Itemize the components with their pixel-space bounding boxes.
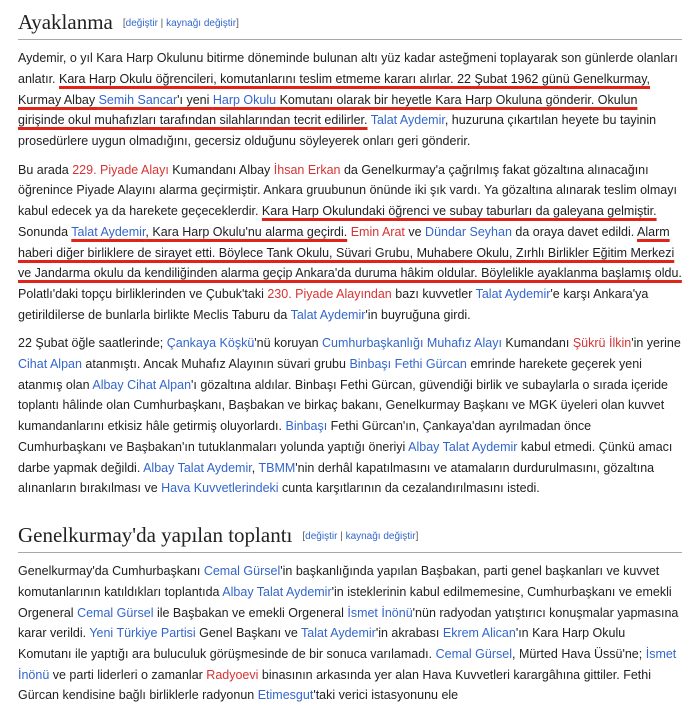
section-heading [18,0,682,40]
link-albay-talat-aydemir[interactable]: Albay Talat Aydemir [222,584,332,599]
highlighted-text: Talat Aydemir, Kara Harp Okulu'nu alarma geçirdi. [71,224,348,239]
link-etimesgut[interactable]: Etimesgut [257,688,314,703]
link-dundar-seyhan[interactable]: Dündar Seyhan [425,224,512,239]
paragraph: Genelkurmay'da Cumhurbaşkanı Cemal Gürsel'in başkanlığında yapılan Başbakan, parti genel başkanları ve kuvvet komutanlarının katıldıkları toplantıda Albay Talat Aydemir'in isteklerinin kabul edilmemesine, Cumhurbaşkanı ve emekli Orgeneral Cemal Gürsel ile Başbakan ve emekli Orgeneral İsmet İnönü'nün radyodan yatıştırıcı konuşmalar yapmasına karar verildi. Yeni Türkiye Partisi Genel Başkanı ve Talat Aydemir'in akrabası Ekrem Alican'ın Kara Harp Okulu Komutanı ile yaptığı ara buluculuk görüşmesinde de bir sonuca varılamadı. Cemal Gürsel, Mürted Hava Üssü'ne; İsmet İnönü ve parti liderleri o zamanlar Radyoevi binasının arkasında yer alan Hava Kuvvetleri karargâhına gittiler. Fethi Gürcan kendisine bağlı birliklerle radyonun Etimesgut'taki verici istasyonunu ele [18,564,679,703]
link-cemal-gursel[interactable]: Cemal Gürsel [77,605,154,620]
link-talat-aydemir[interactable]: Talat Aydemir [301,626,376,641]
section-genelkurmay-toplanti [18,513,682,706]
link-emin-arat[interactable]: Emin Arat [350,224,405,239]
link-talat-aydemir[interactable]: Talat Aydemir [71,224,146,239]
link-tbmm[interactable]: TBMM [258,460,296,475]
edit-source-link[interactable]: kaynağı değiştir [166,18,237,30]
link-ihsan-erkan[interactable]: İhsan Erkan [273,162,341,177]
link-229-piyade-alayi[interactable]: 229. Piyade Alayı [72,162,169,177]
link-talat-aydemir[interactable]: Talat Aydemir [290,307,366,322]
paragraph: 22 Şubat öğle saatlerinde; Çankaya Köşkü'nü koruyan Cumhurbaşkanlığı Muhafız Alayı Kumandanı Şükrü İlkin'in yerine Cihat Alpan atanmıştı. Ancak Muhafız Alayının süvari grubu Binbaşı Fethi Gürcan emrinde harekete geçerek yeni atanmış olan Albay Cihat Alpan'ı gözaltına aldılar. Binbaşı Fethi Gürcan, güvendiği birlik ve subaylarla o sırada içeride toplantı hâlinde olan Cumhurbaşkanı, Başbakan ve birkaç bakanı, Genelkurmay Başkanı ve MGK üyeleri olan kuvvet kumandanlarını etkisiz hâle getirmiş oluyorlardı. Binbaşı Fethi Gürcan'ın, Çankaya'dan ayrılmadan önce Cumhurbaşkanı ve Başbakan'ın tutuklanmaları yolunda yaptığı öneriyi Albay Talat Aydemir kabul etmedi. Çünkü amacı darbe yapmak değildi. Albay Talat Aydemir, TBMM'nin derhâl kapatılmasını ve atamaların durdurulmasını, gözaltına alınanların bırakılması ve Hava Kuvvetlerindeki cunta karşıtlarının da cezalandırılmasını istedi. [18,336,681,496]
link-cemal-gursel[interactable]: Cemal Gürsel [203,564,281,579]
link-muhafiz-alayi[interactable]: Cumhurbaşkanlığı Muhafız Alayı [322,336,502,351]
link-ismet-inonu[interactable]: İsmet İnönü [347,605,413,620]
highlighted-text: Alarm haberi diğer birliklere de sirayet etti. Böylece Tank Okulu, Süvari Grubu, Muhabere Okulu, Zırhlı Birlikler Eğitim Merkezi ve Jandarma okulu da kendiliğinden alarma geçip Ankara'da duruma hâkim oldular. Böylelikle ayaklanma başlamış oldu. [18,224,682,281]
edit-link[interactable]: değiştir [125,18,158,30]
link-ismet-inonu[interactable]: İsmet İnönü [18,646,677,682]
link-albay-talat-aydemir[interactable]: Albay Talat Aydemir [143,460,252,475]
section-title: Ayaklanma [18,10,113,34]
paragraph: Aydemir, o yıl Kara Harp Okulunu bitirme döneminde bulunan altı yüz kadar asteğmeni toplayarak son günlerde olanları anlatır. Kara Harp Okulu öğrencileri, komutanlarını teslim etmeme kararı alırlar. 22 Şubat 1962 günü Genelkurmay, Kurmay Albay Semih Sancar'ı yeni Harp Okulu Komutanı olarak bir heyetle Kara Harp Okuluna gönderir. Okulun girişinde okul muhafızları tarafından silahlarından tecrit edilirler. Talat Aydemir, huzuruna çıkartılan heyete bu tayinin prosedürlere uygun olmadığını, gecersiz olduğunu söyleyerek onları geri gönderir. [18,51,678,148]
highlighted-text: Kara Harp Okulu öğrencileri, komutanlarını teslim etmeme kararı alırlar. 22 Şubat 1962 günü Genelkurmay, Kurmay Albay Semih Sancar'ı yeni Harp Okulu Komutanı olarak bir heyetle Kara Harp Okuluna gönderir. Okulun girişinde okul muhafızları tarafından silahlarından tecrit edilirler. [18,71,651,128]
link-harp-okulu[interactable]: Harp Okulu [212,92,277,107]
link-semih-sancar[interactable]: Semih Sancar [98,92,178,107]
link-talat-aydemir[interactable]: Talat Aydemir [475,286,551,301]
edit-links: [değiştir | kaynağı değiştir] [122,18,239,30]
link-cihat-alpan[interactable]: Cihat Alpan [18,357,82,372]
link-cankaya-kosku[interactable]: Çankaya Köşkü [166,336,255,351]
section-heading [18,513,682,553]
link-fethi-gurcan[interactable]: Binbaşı Fethi Gürcan [349,357,467,372]
link-ekrem-alican[interactable]: Ekrem Alican [442,626,516,641]
section-title: Genelkurmay'da yapılan toplantı [18,522,293,547]
link-talat-aydemir[interactable]: Talat Aydemir [370,113,445,128]
edit-link[interactable]: değiştir [305,531,338,543]
edit-source-link[interactable]: kaynağı değiştir [345,531,416,543]
link-albay-cihat-alpan[interactable]: Albay Cihat Alpan [92,377,192,392]
highlighted-text: Kara Harp Okulundaki öğrenci ve subay taburları da galeyana gelmiştir. [261,204,657,219]
edit-links: [değiştir | kaynağı değiştir] [302,531,419,543]
link-hava-kuvvetleri[interactable]: Hava Kuvvetlerindeki [161,481,279,496]
link-yeni-turkiye-partisi[interactable]: Yeni Türkiye Partisi [89,626,196,641]
section-ayaklanma [18,0,682,499]
paragraph: Bu arada 229. Piyade Alayı Kumandanı Albay İhsan Erkan da Genelkurmay'a çağrılmış fakat gözaltına alınacağını öğrenince Piyade Alayını alarma geçirmiştir. Ankara gruubunun önünde iki şık vardı. Ya gözaltına alınarak teslim olmayı kabul edecek ya da harekete geçeceklerdir. Kara Harp Okulundaki öğrenci ve subay taburları da galeyana gelmiştir. Sonunda Talat Aydemir, Kara Harp Okulu'nu alarma geçirdi. Emin Arat ve Dündar Seyhan da oraya davet edildi. Alarm haberi diğer birliklere de sirayet etti. Böylece Tank Okulu, Süvari Grubu, Muhabere Okulu, Zırhlı Birlikler Eğitim Merkezi ve Jandarma okulu da kendiliğinden alarma geçip Ankara'da duruma hâkim oldular. Böylelikle ayaklanma başlamış oldu. Polatlı'daki topçu birliklerinden ve Çubuk'taki 230. Piyade Alayından bazı kuvvetler Talat Aydemir'e karşı Ankara'ya getirildilerse de bunlarla birlikte Meclis Taburu da Talat Aydemir'in buyruğuna girdi. [18,162,682,322]
link-radyoevi[interactable]: Radyoevi [206,667,259,682]
link-cemal-gursel[interactable]: Cemal Gürsel [435,646,513,661]
link-230-piyade-alayi[interactable]: 230. Piyade Alayından [267,286,392,301]
link-sukru-ilkin[interactable]: Şükrü İlkin [572,336,632,351]
link-binbasi[interactable]: Binbaşı [285,419,328,434]
link-albay-talat-aydemir[interactable]: Albay Talat Aydemir [408,439,518,454]
